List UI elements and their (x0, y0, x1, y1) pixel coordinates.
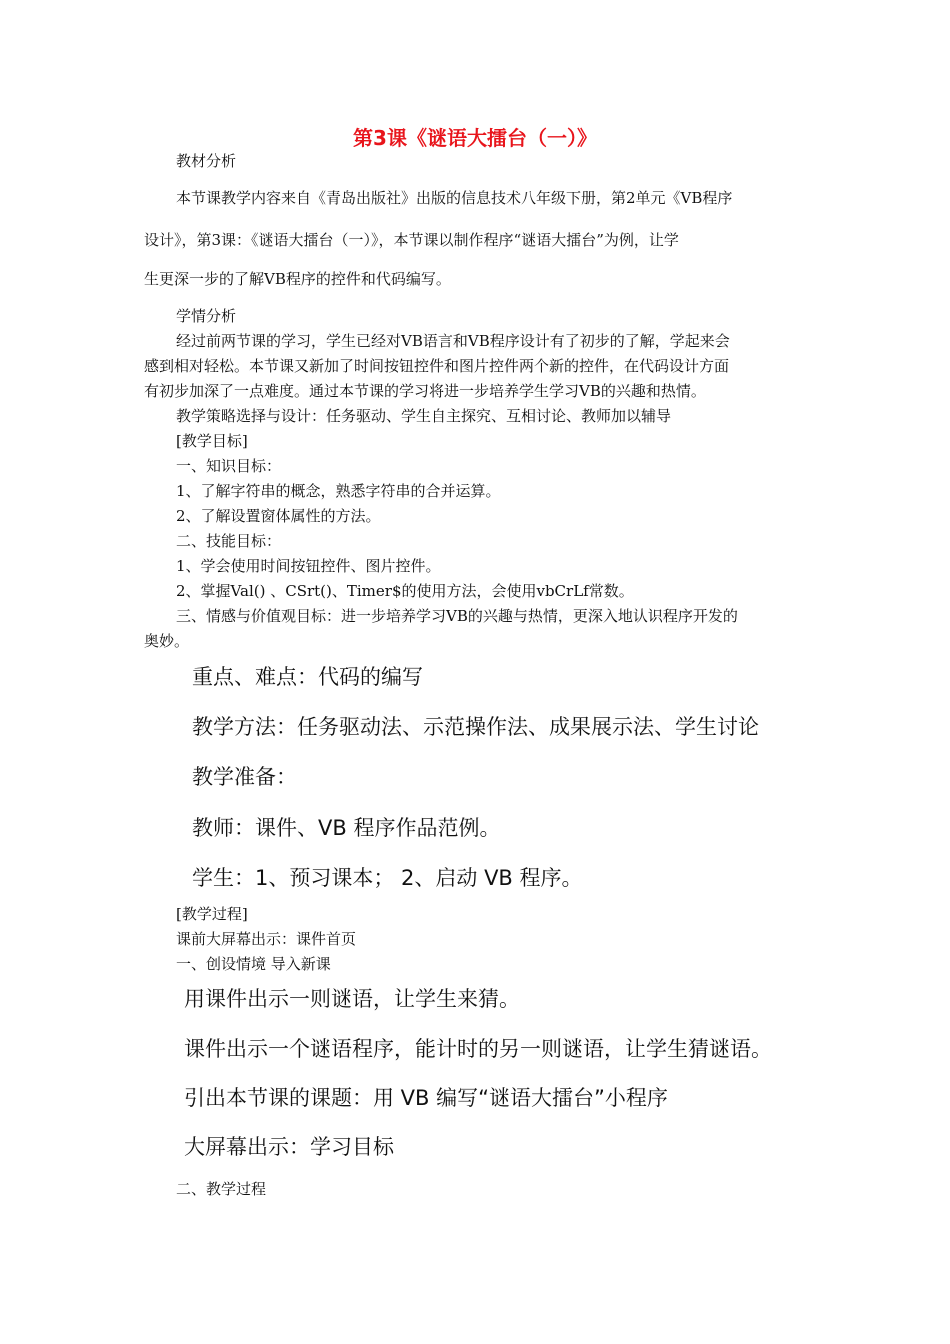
key-points-line: 重点、难点：代码的编写 (192, 665, 423, 689)
section-two-heading: 二、教学过程 (176, 1180, 267, 1198)
emotion-line: 三、情感与价值观目标：进一步培养学习VB的兴趣与热情，更深入地认识程序开发的 (176, 607, 738, 625)
process-heading: [教学过程] (176, 905, 248, 923)
goals-heading: [教学目标] (176, 432, 248, 450)
knowledge-item: 2、了解设置窗体属性的方法。 (176, 507, 381, 525)
process-line: 一、创设情境 导入新课 (176, 955, 331, 973)
material-line: 设计》，第3课：《谜语大擂台（一）》，本节课以制作程序“谜语大擂台”为例，让学 (144, 231, 679, 249)
student-prep-line: 学生：1、预习课本； 2、启动 VB 程序。 (192, 866, 583, 890)
skill-item: 2、掌握Val() 、CSrt()、Timer$的使用方法，会使用vbCrLf常数。 (176, 582, 634, 600)
students-line: 感到相对轻松。本节课又新加了时间按钮控件和图片控件两个新的控件，在代码设计方面 (144, 357, 730, 375)
skill-heading: 二、技能目标： (176, 532, 282, 550)
strategy-line: 教学策略选择与设计：任务驱动、学生自主探究、互相讨论、教师加以辅导 (176, 407, 672, 425)
material-line: 本节课教学内容来自《青岛出版社》出版的信息技术八年级下册，第2单元《VB程序 (176, 189, 733, 207)
students-line: 经过前两节课的学习，学生已经对VB语言和VB程序设计有了初步的了解，学起来会 (176, 332, 730, 350)
activity-line: 课件出示一个谜语程序，能计时的另一则谜语，让学生猜谜语。 (184, 1037, 772, 1061)
lesson-title: 第3课《谜语大擂台（一）》 (353, 126, 597, 150)
teacher-prep-line: 教师：课件、VB 程序作品范例。 (192, 816, 501, 840)
activity-line: 大屏幕出示：学习目标 (184, 1135, 394, 1159)
students-line: 有初步加深了一点难度。通过本节课的学习将进一步培养学生学习VB的兴趣和热情。 (144, 382, 706, 400)
activity-line: 用课件出示一则谜语，让学生来猜。 (184, 987, 520, 1011)
material-heading: 教材分析 (176, 152, 237, 170)
preparation-line: 教学准备： (192, 765, 297, 789)
knowledge-heading: 一、知识目标： (176, 457, 282, 475)
teaching-method-line: 教学方法：任务驱动法、示范操作法、成果展示法、学生讨论 (192, 715, 759, 739)
activity-line: 引出本节课的课题：用 VB 编写“谜语大擂台”小程序 (184, 1086, 668, 1110)
process-line: 课前大屏幕出示：课件首页 (176, 930, 357, 948)
knowledge-item: 1、了解字符串的概念，熟悉字符串的合并运算。 (176, 482, 501, 500)
material-line: 生更深一步的了解VB程序的控件和代码编写。 (144, 270, 451, 288)
emotion-line: 奥妙。 (144, 632, 190, 650)
students-heading: 学情分析 (176, 307, 237, 325)
skill-item: 1、学会使用时间按钮控件、图片控件。 (176, 557, 441, 575)
